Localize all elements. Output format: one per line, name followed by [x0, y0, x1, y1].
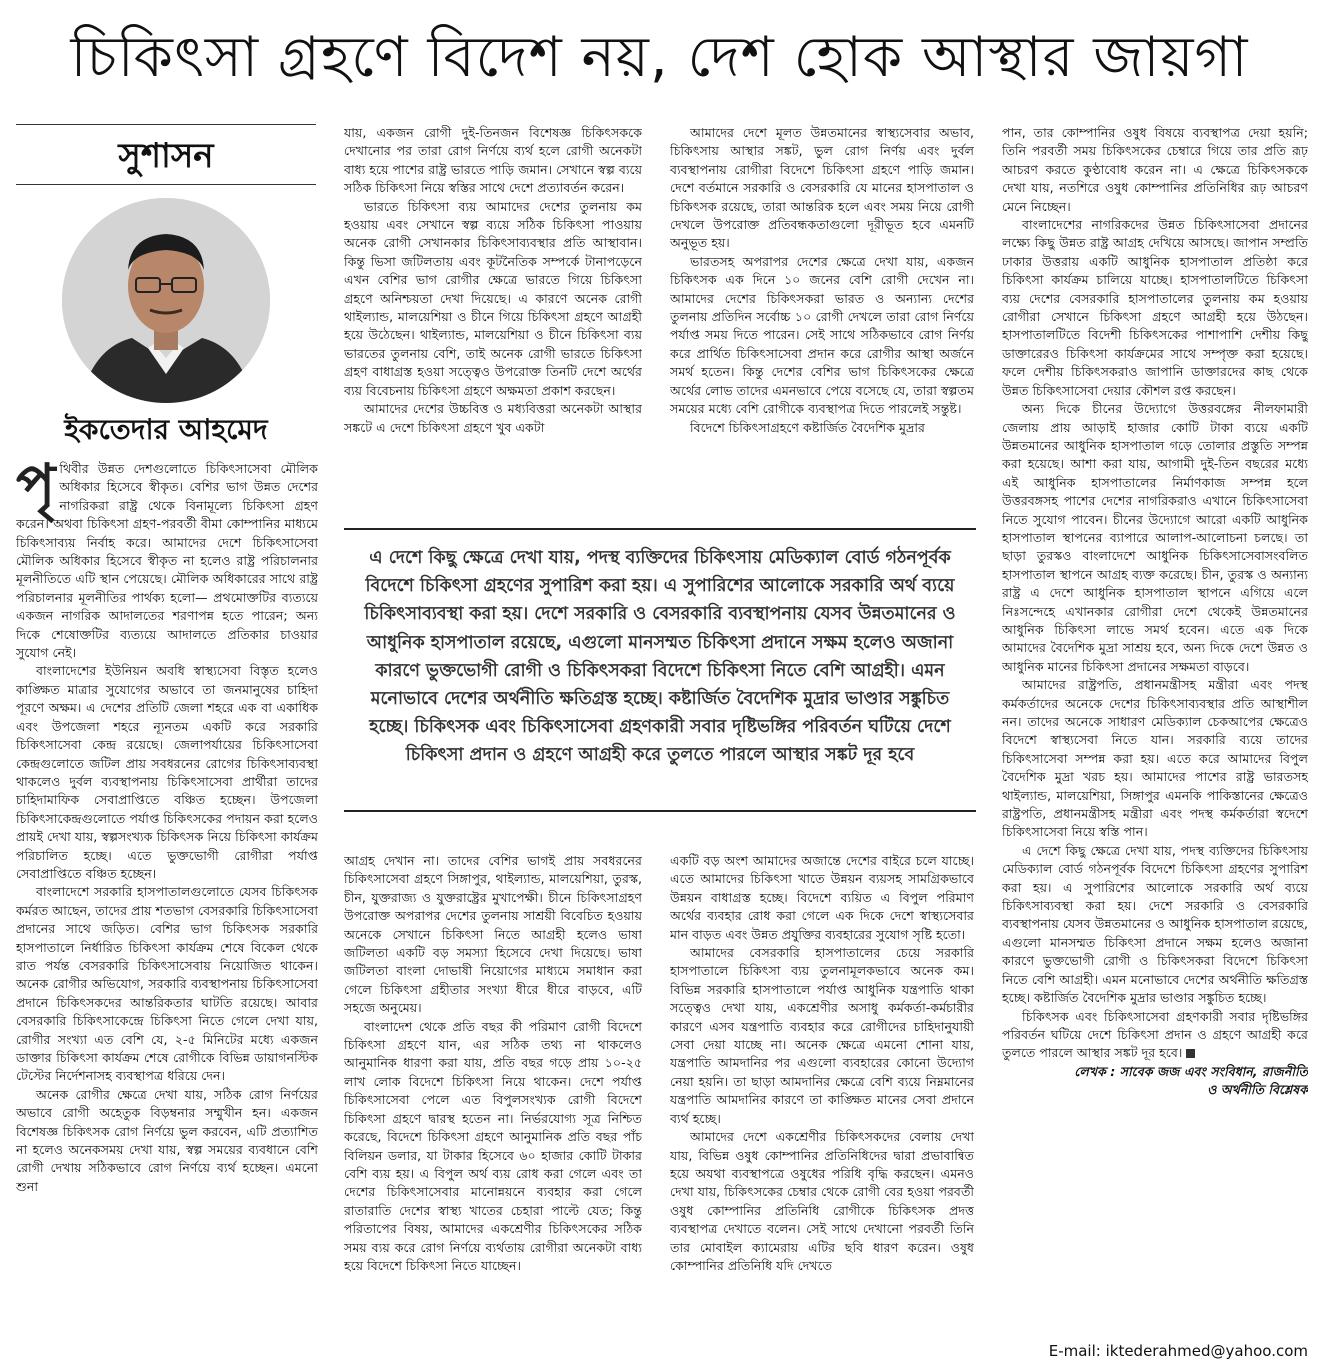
column-1-paragraph: অনেক রোগীর ক্ষেত্রে দেখা যায়, সঠিক রোগ নির্ণয়ের অভাবে রোগী অহেতুক বিড়ম্বনার সম্মুখীন হন। একজন বিশেষজ্ঞ চিকিৎসক রোগ নির্ণয়ে ভুল করবেন, এটি প্রত্যাশিত না হলেও অনেকসময় দেখা যায়, স্বল্প সময়ের ব্যবধানে বেশি রোগী দেখায় সঠিকভাবে রোগ নির্ণয়ে ব্যর্থ হচ্ছেন। এমনো শুনা	[16, 1086, 318, 1194]
column-2-paragraph: আমাদের দেশের উচ্চবিত্ত ও মধ্যবিত্তরা অনেকটা আস্থার সঙ্কটে এ দেশে চিকিৎসা গ্রহণে খুব একটা	[344, 401, 642, 435]
article-headline: চিকিৎসা গ্রহণে বিদেশ নয়, দেশ হোক আস্থার জায়গা	[70, 25, 1249, 90]
column-4-body	[1002, 124, 1308, 1334]
pull-quote-text: এ দেশে কিছু ক্ষেত্রে দেখা যায়, পদস্থ ব্যক্তিদের চিকিৎসায় মেডিক্যাল বোর্ড গঠনপূর্বক বিদেশে চিকিৎসা গ্রহণের সুপারিশ করা হয়। এ সুপারিশের আলোকে সরকারি অর্থ ব্যয়ে চিকিৎসাব্যবস্থা করা হয়। দেশে সরকারি ও বেসরকারি ব্যবস্থাপনায় যেসব উন্নতমানের ও আধুনিক হাসপাতাল রয়েছে, এগুলো মানসম্মত চিকিৎসা প্রদানে সক্ষম হলেও অজানা কারণে ভুক্তভোগী রোগী ও চিকিৎসকরা বিদেশে চিকিৎসা নিতে বেশি আগ্রহী। এমন মনোভাবে দেশের অর্থনীতি ক্ষতিগ্রস্ত হচ্ছে। কষ্টার্জিত বৈদেশিক মুদ্রার ভাণ্ডার সঙ্কুচিত হচ্ছে। চিকিৎসক এবং চিকিৎসাসেবা গ্রহণকারী সবার দৃষ্টিভঙ্গির পরিবর্তন ঘটিয়ে দেশে চিকিৎসা প্রদান ও গ্রহণে আগ্রহী করে তুলতে পারলে আস্থার সঙ্কট দূর হবে	[364, 548, 956, 766]
column-3-paragraph: বিদেশে চিকিৎসাগ্রহণে কষ্টার্জিত বৈদেশিক মুদ্রার	[690, 419, 925, 435]
column-3-paragraph: ভারতসহ অপরাপর দেশের ক্ষেত্রে দেখা যায়, একজন চিকিৎসক এক দিনে ১০ জনের বেশি রোগী দেখেন না। আমাদের দেশের চিকিৎসকরা ভারত ও অন্যান্য দেশের তুলনায় প্রতিদিন সর্বোচ্চ ১০ রোগী দেখলে তারা রোগ নির্ণয়ে পর্যাপ্ত সময় দিতে পারেন। সেই সাথে সঠিকভাবে রোগ নির্ণয় করে প্রার্থিত চিকিৎসাসেবা প্রদান করে রোগীর আস্থা অর্জনে সমর্থ হতেন। কিন্তু দেশের বেশির ভাগ চিকিৎসকের ক্ষেত্রে অর্থের লোভ তাদের এমনভাবে পেয়ে বসেছে যে, তারা স্বল্পতম সময়ের মধ্যে বেশি রোগীকে ব্যবস্থাপত্র দিতে পারলেই সন্তুষ্ট।	[670, 253, 974, 417]
author-byline-2: ও অর্থনীতি বিশ্লেষক	[1207, 1081, 1308, 1097]
author-email[interactable]: E-mail: iktederahmed@yahoo.com	[1048, 1342, 1308, 1360]
column-3-paragraph: আমাদের বেসরকারি হাসপাতালের চেয়ে সরকারি হাসপাতালে চিকিৎসা ব্যয় তুলনামূলকভাবে অনেক কম। বিভিন্ন সরকারি হাসপাতালে পর্যাপ্ত আধুনিক যন্ত্রপাতি থাকা সত্ত্বেও দেখা যায়, একশ্রেণীর অসাধু কর্মকর্তা-কর্মচারীর কারণে এসব যন্ত্রপাতি ব্যবহার করে রোগীদের চাহিদানুযায়ী সেবা দেয়া যাচ্ছে না। অনেক ক্ষেত্রে এমনো শোনা যায়, যন্ত্রপাতি আমদানির পর এগুলো ব্যবহারের কোনো উদ্যোগ নেয়া হয়নি। তা ছাড়া আমদানির ক্ষেত্রে বেশি ব্যয়ে নিম্নমানের যন্ত্রপাতি আমদানির কারণে তা কাঙ্ক্ষিত মানের সেবা প্রদানে ব্যর্থ হচ্ছে।	[670, 945, 974, 1126]
column-2-paragraph: যায়, একজন রোগী দুই-তিনজন বিশেষজ্ঞ চিকিৎসককে দেখানোর পর তারা রোগ নির্ণয়ে ব্যর্থ হলে রোগী অনেকটা বাধ্য হয়ে পাশের রাষ্ট্র ভারতে পাড়ি জমান। সেখানে স্বল্প ব্যয়ে সঠিক চিকিৎসা নিয়ে স্বস্তির সাথে দেশে প্রত্যাবর্তন করেন।	[344, 125, 642, 196]
column-4-paragraph: এ দেশে কিছু ক্ষেত্রে দেখা যায়, পদস্থ ব্যক্তিদের চিকিৎসায় মেডিক্যাল বোর্ড গঠনপূর্বক বিদেশে চিকিৎসা গ্রহণের সুপারিশ করা হয়। এ সুপারিশের আলোকে সরকারি অর্থ ব্যয়ে চিকিৎসাব্যবস্থা করা হয়। দেশে সরকারি ও বেসরকারি ব্যবস্থাপনায় যেসব উন্নতমানের ও আধুনিক হাসপাতাল রয়েছে, এগুলো মানসম্মত চিকিৎসা প্রদানে সক্ষম হলেও অজানা কারণে ভুক্তভোগী রোগী ও চিকিৎসকরা বিদেশে চিকিৎসা নিতে বেশি আগ্রহী। এমন মনোভাবে দেশের অর্থনীতি ক্ষতিগ্রস্ত হচ্ছে। কষ্টার্জিত বৈদেশিক মুদ্রার ভাণ্ডার সঙ্কুচিত হচ্ছে।	[1002, 842, 1308, 1006]
author-name: ইকতেদার আহমেদ	[64, 413, 268, 446]
column-1-paragraph: বাংলাদেশে সরকারি হাসপাতালগুলোতে যেসব চিকিৎসক কর্মরত আছেন, তাদের প্রায় শতভাগ বেসরকারি চিকিৎসাসেবা প্রদানের সাথে জড়িত। বেশির ভাগ চিকিৎসক সরকারি হাসপাতালে নির্ধারিত চিকিৎসা কার্যক্রম শেষে বিকেল থেকে রাত পর্যন্ত বেসরকারি চিকিৎসাসেবায় নিয়োজিত থাকেন। অনেক রোগীর অভিযোগ, সরকারি ব্যবস্থাপনায় চিকিৎসাসেবা প্রদানে চিকিৎসকদের আন্তরিকতার ঘাটতি রয়েছে। আবার বেসরকারি চিকিৎসাকেন্দ্রে চিকিৎসা নিতে গেলে দেখা যায়, রোগীর সংখ্যা এত বেশি যে, ২-৫ মিনিটের মধ্যে একজন ডাক্তার চিকিৎসা কার্যক্রম শেষে রোগীকে বিভিন্ন ডায়াগনস্টিক টেস্টের নির্দেশনাসহ ব্যবস্থাপত্র ধরিয়ে দেন।	[16, 884, 318, 1084]
column-1-paragraph: বাংলাদেশের ইউনিয়ন অবধি স্বাস্থ্যসেবা বিস্তৃত হলেও কাঙ্ক্ষিত মাত্রার সুযোগের অভাবে তা জনমানুষের চাহিদা পূরণে অক্ষম। এ দেশের প্রতিটি জেলা শহরে এক বা একাধিক এবং উপজেলা শহরে ন্যূনতম একটি করে সরকারি চিকিৎসাসেবা কেন্দ্র রয়েছে। জেলাপর্যায়ের চিকিৎসাসেবা কেন্দ্রগুলোতে জটিল প্রায় সবধরনের রোগের চিকিৎসাব্যবস্থা থাকলেও দুর্বল ব্যবস্থাপনায় চিকিৎসাসেবা প্রার্থীরা তাদের চাহিদামাফিক সেবাপ্রাপ্তিতে বঞ্চিত হচ্ছেন। উপজেলা চিকিৎসাকেন্দ্রগুলোতে পর্যাপ্ত চিকিৎসকের পদায়ন করা হলেও প্রায়ই দেখা যায়, স্বল্পসংখ্যক চিকিৎসক নিয়ে চিকিৎসা কার্যক্রম পরিচালিত হচ্ছে। এতে ভুক্তভোগী রোগীরা পর্যাপ্ত সেবাপ্রাপ্তিতে বঞ্চিত হচ্ছেন।	[16, 663, 318, 881]
column-2-paragraph: ভারতে চিকিৎসা ব্যয় আমাদের দেশের তুলনায় কম হওয়ায় এবং সেখানে স্বল্প ব্যয়ে সঠিক চিকিৎসা পাওয়ায় অনেক রোগী সেখানকার চিকিৎসাব্যবস্থার প্রতি আস্থাবান। কিন্তু ভিসা জটিলতায় এবং কূটনৈতিক সম্পর্কে টানাপড়েনে এখন বেশির ভাগ রোগীর ক্ষেত্রে ভারতে গিয়ে চিকিৎসা গ্রহণে অনিশ্চয়তা দেখা দিয়েছে। এ কারণে অনেক রোগী থাইল্যান্ড, মালয়েশিয়া ও চীনে গিয়ে চিকিৎসা গ্রহণে আগ্রহী হয়ে উঠেছেন। থাইল্যান্ড, মালয়েশিয়া ও চীনে চিকিৎসা ব্যয় ভারতের তুলনায় বেশি, তাই অনেক রোগী ভারতে চিকিৎসা গ্রহণ বাধাগ্রস্ত হওয়া সত্ত্বেও উপরোক্ত তিনটি দেশে অর্থের ব্যয় বিবেচনায় চিকিৎসা গ্রহণে অক্ষমতা প্রকাশ করছেন।	[344, 198, 642, 398]
column-2-paragraph: আগ্রহ দেখান না। তাদের বেশির ভাগই প্রায় সবধরনের চিকিৎসাসেবা গ্রহণে সিঙ্গাপুর, থাইল্যান্ড, মালয়েশিয়া, তুরস্ক, চীন, যুক্তরাজ্য ও যুক্তরাষ্ট্রের মুখাপেক্ষী। চীনে চিকিৎসাগ্রহণ উপরোক্ত অপরাপর দেশের তুলনায় সাশ্রয়ী বিবেচিত হওয়ায় অনেকে সেখানে চিকিৎসা নিতে আগ্রহী হলেও ভাষা জটিলতা একটি বড় সমস্যা হিসেবে দেখা দিয়েছে। ভাষা জটিলতা বাংলা দোভাষী নিয়োগের মাধ্যমে সমাধান করা গেলে চিকিৎসা গ্রহীতার সংখ্যা ধীরে ধীরে বাড়বে, এটি সহজে অনুমেয়।	[344, 853, 642, 1016]
drop-cap: পৃ	[16, 460, 56, 519]
column-3-paragraph: আমাদের দেশে মূলত উন্নতমানের স্বাস্থ্যসেবার অভাব, চিকিৎসায় আস্থার সঙ্কট, ভুল রোগ নির্ণয় এবং দুর্বল ব্যবস্থাপনায় রোগীরা বিদেশে চিকিৎসা গ্রহণে পাড়ি জমান। দেশে বর্তমানে সরকারি ও বেসরকারি যে মানের হাসপাতাল ও চিকিৎসক রয়েছে, তারা আন্তরিক হলে এবং সময় নিয়ে রোগী দেখলে উপরোক্ত প্রতিবন্ধকতাগুলো দূরীভূত হবে এমনটি অনুভূত হয়।	[670, 125, 974, 251]
column-4-paragraph: চিকিৎসক এবং চিকিৎসাসেবা গ্রহণকারী সবার দৃষ্টিভঙ্গির পরিবর্তন ঘটিয়ে দেশে চিকিৎসা প্রদান ও গ্রহণে আগ্রহী করে তুলতে পারলে আস্থার সঙ্কট দূর হবে।	[1002, 1008, 1308, 1061]
section-title: সুশাসন	[118, 136, 214, 176]
section-rule-bottom	[16, 184, 316, 185]
column-4-paragraph: পান, তার কোম্পানির ওষুধ বিষয়ে ব্যবস্থাপত্র দেয়া হয়নি; তিনি পরবর্তী সময় চিকিৎসকের চেম্বারে গিয়ে তার প্রতি রূঢ় আচরণ করতে কুণ্ঠাবোধ করেন না। এ ক্ষেত্রে চিকিৎসককে দেখা যায়, নতশিরে ওষুধ কোম্পানির প্রতিনিধির রূঢ় আচরণ মেনে নিচ্ছেন।	[1002, 125, 1308, 214]
section-rule-top	[16, 124, 316, 125]
column-1-body	[16, 460, 318, 1360]
column-4-paragraph: বাংলাদেশের নাগরিকদের উন্নত চিকিৎসাসেবা প্রদানের লক্ষ্যে কিছু উন্নত রাষ্ট্র আগ্রহ দেখিয়ে আসছে। জাপান সম্প্রতি ঢাকার উত্তরায় একটি আধুনিক হাসপাতাল প্রতিষ্ঠা করে চিকিৎসা কার্যক্রম চালিয়ে যাচ্ছে। হাসপাতালটিতে চিকিৎসা ব্যয় দেশের বেসরকারি হাসপাতালের তুলনায় কম হওয়ায় রোগীরা সেখানে চিকিৎসা গ্রহণে আগ্রহী হয়ে উঠছেন। হাসপাতালটিতে বিদেশী চিকিৎসকের পাশাপাশি দেশীয় কিছু ডাক্তারেরও চিকিৎসা কার্যক্রমের সাথে সম্পৃক্ত করা হয়েছে। ফলে দেশীয় চিকিৎসকরাও জাপানি ডাক্তারদের কাছ থেকে উন্নত চিকিৎসাসেবা দেয়ার কৌশল রপ্ত করছেন।	[1002, 217, 1308, 398]
column-3-paragraph: একটি বড় অংশ আমাদের অজান্তে দেশের বাইরে চলে যাচ্ছে। এতে আমাদের চিকিৎসা খাতে উন্নয়ন ব্যয়সহ সামগ্রিকভাবে উন্নয়ন বাধাগ্রস্ত হচ্ছে। বিদেশে ব্যয়িত এ বিপুল পরিমাণ অর্থের ব্যবহার রোধ করা গেলে এক দিকে দেশে স্বাস্থ্যসেবার মান বাড়ত এবং উন্নত প্রযুক্তির ব্যবহারের সুযোগ সৃষ্টি হতো।	[670, 853, 974, 942]
column-2-top-body	[344, 124, 642, 506]
column-2-bottom-body	[344, 852, 642, 1360]
author-portrait-image	[62, 198, 270, 403]
column-3-top-body	[670, 124, 974, 506]
end-square-icon	[1186, 1049, 1195, 1058]
author-portrait	[62, 198, 270, 403]
column-3-bottom-body	[670, 852, 974, 1360]
column-4-paragraph: অন্য দিকে চীনের উদ্যোগে উত্তরবঙ্গের নীলফামারী জেলায় প্রায় আড়াই হাজার কোটি টাকা ব্যয়ে একটি উন্নতমানের আধুনিক হাসপাতাল গড়ে তোলার প্রস্তুতি সম্পন্ন করা হয়েছে। আশা করা যায়, আগামী দুই-তিন বছরের মধ্যে এই আধুনিক হাসপাতালের নির্মাণকাজ সম্পন্ন হলে উত্তরবঙ্গসহ পাশের দেশের নাগরিকরাও এখানে চিকিৎসাসেবা নিতে সুযোগ পাবেন। চীনের উদ্যোগে আরো একটি আধুনিক হাসপাতাল স্থাপনের ব্যাপারে আলাপ-আলোচনা চলছে। তা ছাড়া তুরস্কও বাংলাদেশে আধুনিক চিকিৎসাসেবাসংবলিত হাসপাতাল স্থাপনে আগ্রহ ব্যক্ত করেছে। চীন, তুরস্ক ও অন্যান্য রাষ্ট্র এ দেশে আধুনিক হাসপাতাল স্থাপনে এগিয়ে এলে নিঃসন্দেহে এখানকার রোগীরা দেশে থেকেই উন্নতমানের আধুনিক চিকিৎসা লাভে সমর্থ হবেন। এতে এক দিকে আমাদের বৈদেশিক মুদ্রা সাশ্রয় হবে, অন্য দিকে দেশে উন্নত ও আধুনিক মানের চিকিৎসা প্রদানের সক্ষমতা বাড়বে।	[1002, 401, 1308, 674]
column-1-paragraph: পৃথিবীর উন্নত দেশগুলোতে চিকিৎসাসেবা মৌলিক অধিকার হিসেবে স্বীকৃত। বেশির ভাগ উন্নত দেশের নাগরিকরা রাষ্ট্র থেকে বিনামূল্যে চিকিৎসা গ্রহণ করেন। অথবা চিকিৎসা গ্রহণ-পরবর্তী বীমা কোম্পানির মাধ্যমে চিকিৎসাব্যয় নির্বাহ করে। আমাদের দেশে চিকিৎসাসেবা মৌলিক অধিকার হিসেবে স্বীকৃত না হলেও রাষ্ট্র পরিচালনার মূলনীতিতে এটি স্থান পেয়েছে। মৌলিক অধিকারের সাথে রাষ্ট্র পরিচালনার মূলনীতির পার্থক্য হলো— প্রথমোক্তটির ব্যত্যয়ে একজন নাগরিক আদালতের শরণাপন্ন হতে পারেন; অন্য দিকে শেষোক্তটির ব্যত্যয়ে আদালতে প্রতিকার চাওয়ার সুযোগ নেই।	[16, 460, 318, 661]
author-byline: লেখক : সাবেক জজ এবং সংবিধান, রাজনীতি	[1074, 1063, 1308, 1079]
column-3-paragraph: আমাদের দেশে একশ্রেণীর চিকিৎসকদের বেলায় দেখা যায়, বিভিন্ন ওষুধ কোম্পানির প্রতিনিধিদের দ্বারা প্রভাবান্বিত হয়ে অযথা ব্যবস্থাপত্রে ওষুধের পরিধি বৃদ্ধি করছেন। এমনও দেখা যায়, চিকিৎসকের চেম্বার থেকে রোগী বের হওয়া পরবর্তী ওষুধ কোম্পানির প্রতিনিধি রোগীকে চিকিৎসক প্রদত্ত ব্যবস্থাপত্র দেখাতে বলেন। সেই সাথে দেখানো পরবর্তী তিনি তার মোবাইল ক্যামেরায় এটির ছবি ধারণ করেন। ওষুধ কোম্পানির প্রতিনিধি যদি দেখতে	[670, 1129, 974, 1273]
column-2-paragraph: বাংলাদেশ থেকে প্রতি বছর কী পরিমাণ রোগী বিদেশে চিকিৎসা গ্রহণে যান, এর সঠিক তথ্য না থাকলেও আনুমানিক ধারণা করা যায়, প্রতি বছর গড়ে প্রায় ১০-২৫ লাখ লোক বিদেশে চিকিৎসা নিয়ে থাকেন। দেশে পর্যাপ্ত চিকিৎসাসেবা পেলে এত বিপুলসংখ্যক রোগী বিদেশে চিকিৎসা গ্রহণে দ্বারস্থ হতেন না। নির্ভরযোগ্য সূত্র নিশ্চিত করেছে, বিদেশে চিকিৎসা গ্রহণে আনুমানিক প্রতি বছর পাঁচ বিলিয়ন ডলার, যা টাকার হিসেবে ৬০ হাজার কোটি টাকার বেশি ব্যয় হয়। এ বিপুল অর্থ ব্যয় রোধ করা গেলে এবং তা দেশের চিকিৎসাসেবার মানোন্নয়নে ব্যবহার করা গেলে রাতারাতি দেশের স্বাস্থ্য খাতের চেহারা পাল্টে যেত; কিন্তু পরিতাপের বিষয়, আমাদের একশ্রেণীর চিকিৎসকের সঠিক সময় ব্যয় করে রোগ নির্ণয়ে ব্যর্থতায় রোগীরা অনেকটা বাধ্য হয়ে বিদেশে চিকিৎসা নিতে যাচ্ছেন।	[344, 1018, 642, 1273]
pull-quote-box	[344, 528, 976, 812]
column-4-paragraph: আমাদের রাষ্ট্রপতি, প্রধানমন্ত্রীসহ মন্ত্রীরা এবং পদস্থ কর্মকর্তাদের অনেকে দেশের চিকিৎসাব্যবস্থার প্রতি আস্থাশীল নন। তাদের অনেকে সাধারণ মেডিক্যাল চেকআপের ক্ষেত্রেও বিদেশে স্বাস্থ্যসেবা নিতে যান। সরকারি ব্যয়ে তাদের চিকিৎসাসেবা সম্পন্ন করা হয়। এতে করে আমাদের বিপুল বৈদেশিক মুদ্রা খরচ হয়। আমাদের পাশের রাষ্ট্র ভারতসহ থাইল্যান্ড, মালয়েশিয়া, সিঙ্গাপুর এমনকি পাকিস্তানের ক্ষেত্রেও রাষ্ট্রপতি, প্রধানমন্ত্রীসহ মন্ত্রীরা এবং পদস্থ কর্মকর্তারা স্বদেশে চিকিৎসাসেবা নিয়ে স্বস্তি পান।	[1002, 677, 1308, 840]
